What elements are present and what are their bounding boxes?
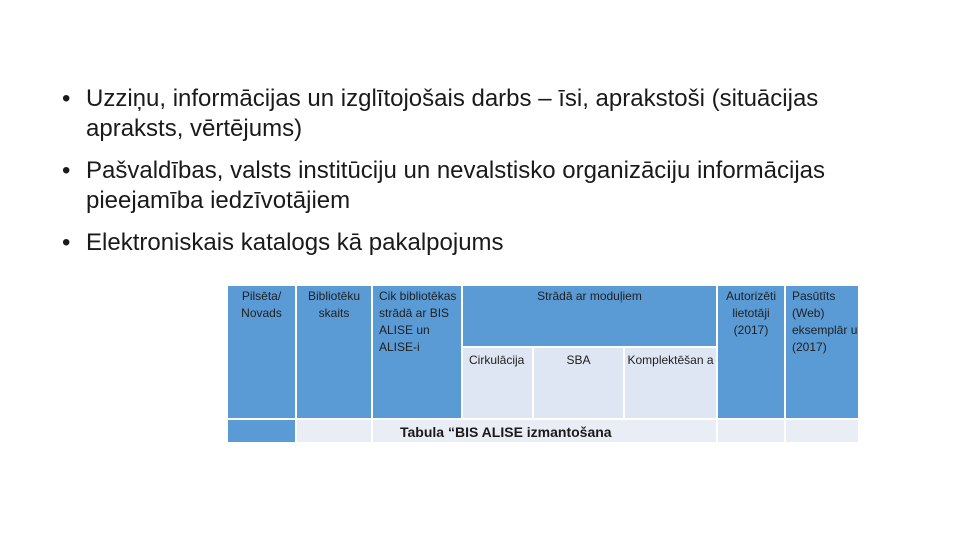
header-circulation-label: Cirkulācija [469, 353, 525, 367]
bullet-text: Pašvaldības, valsts institūciju un nevalstisko organizāciju informācijas pieejamība iedzīvotājiem [86, 157, 826, 214]
header-modules [463, 286, 716, 346]
data-cell-libraries [297, 420, 371, 442]
header-acquisition-label: Komplektēšan a [627, 353, 714, 367]
header-modules-label: Strādā ar moduļiem [537, 289, 642, 303]
bullet-item [62, 156, 882, 216]
bullet-item [62, 84, 882, 144]
bullet-list [62, 84, 882, 270]
header-libraries [297, 286, 371, 418]
bullet-item [62, 228, 882, 258]
header-city-label: Pilsēta/ Novads [241, 289, 282, 320]
bullet-marker: • [62, 85, 71, 112]
data-cell-city [228, 420, 295, 442]
header-city [228, 286, 295, 418]
header-ordered [786, 286, 858, 418]
table-caption: Tabula “BIS ALISE izmantošana [400, 424, 612, 440]
data-cell-authorized [718, 420, 784, 442]
bullet-marker: • [62, 157, 71, 184]
header-sba-label: SBA [566, 353, 591, 367]
bullet-marker: • [62, 229, 71, 256]
bullet-text: Elektroniskais katalogs kā pakalpojums [86, 229, 504, 256]
header-authorized [718, 286, 784, 418]
bullet-text: Uzziņu, informācijas un izglītojošais darbs – īsi, aprakstoši (situācijas apraksts, vērtējums) [86, 85, 819, 142]
data-cell-ordered [786, 420, 858, 442]
header-alise-count-label: Cik bibliotēkas strādā ar BIS ALISE un ALISE-i [379, 289, 457, 354]
header-libraries-label: Bibliotēku skaits [307, 289, 361, 320]
header-circulation [463, 348, 532, 418]
header-authorized-label: Autorizēti lietotāji (2017) [725, 289, 777, 337]
header-ordered-label: Pasūtīts (Web) eksemplār u (2017) [792, 289, 858, 354]
header-sba [534, 348, 623, 418]
header-acquisition [625, 348, 716, 418]
header-alise-count [373, 286, 461, 418]
